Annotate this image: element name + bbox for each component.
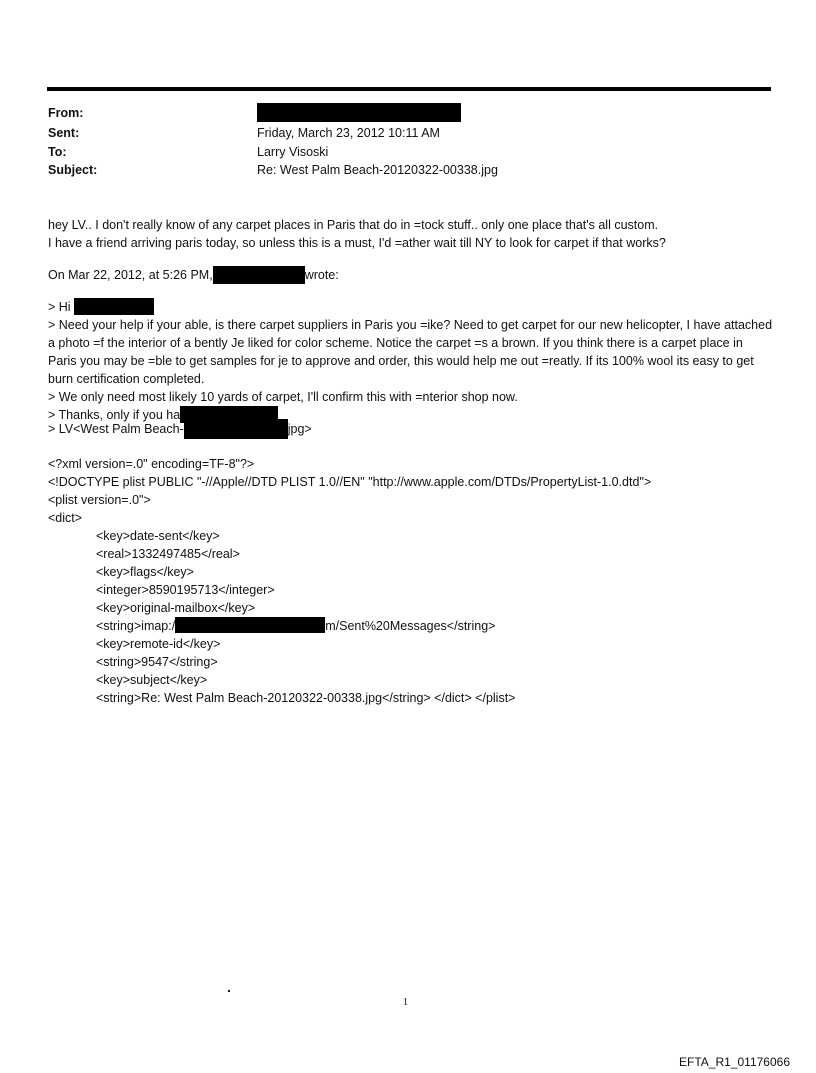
to-value: Larry Visoski — [257, 145, 329, 159]
plist-key-remote: <key>remote-id</key> — [96, 636, 221, 651]
quoted-thanks: > Thanks, only if you ha — [48, 406, 773, 424]
plist-val-flags: <integer>8590195713</integer> — [96, 582, 275, 597]
plist-key-subject: <key>subject</key> — [96, 672, 208, 687]
quoted-hi: > Hi — [48, 298, 773, 316]
reply-intro-date: On Mar 22, 2012, at 5:26 PM, — [48, 268, 213, 282]
redaction — [175, 617, 325, 633]
plist-val-remote: <string>9547</string> — [96, 654, 218, 669]
from-label: From: — [48, 106, 84, 120]
to-label: To: — [48, 145, 67, 159]
redaction — [74, 298, 154, 315]
plist-val-subject: <string>Re: West Palm Beach-20120322-00338.jpg</string> </dict> </plist> — [96, 690, 516, 705]
email-body — [48, 216, 773, 707]
stray-dot: . — [227, 979, 231, 995]
quoted-paragraph: > Need your help if your able, is there carpet suppliers in Paris you =ike? Need to get carpet for our new helicopter, I have attached a photo =f the interior of a bently Je liked for color scheme. Notice the carpet =s a brown. If you think there is a carpet place in Paris you may be =ble to get samples for je to approve and order, this would help me out =reatly. If its 100% wool its easy to get burn certification completed. — [48, 318, 773, 386]
page-number: 1 — [403, 997, 408, 1008]
plist-xml-decl: <?xml version=.0" encoding=TF-8"?> — [48, 456, 255, 471]
plist-block — [48, 455, 773, 707]
body-line-2: I have a friend arriving paris today, so unless this is a must, I'd =ather wait till NY to look for carpet if that works? — [48, 236, 666, 250]
quoted-yards: > We only need most likely 10 yards of carpet, I'll confirm this with =nterior shop now. — [48, 390, 518, 404]
plist-val-mailbox: <string>imap:/ m/Sent%20Messages</string> — [96, 618, 496, 633]
bates-number: EFTA_R1_01176066 — [679, 1055, 790, 1069]
from-value-redacted — [257, 106, 461, 122]
redaction — [184, 419, 288, 439]
subject-value: Re: West Palm Beach-20120322-00338.jpg — [257, 163, 498, 177]
plist-open: <plist version=.0"> — [48, 492, 151, 507]
sent-label: Sent: — [48, 126, 80, 140]
reply-intro-wrote: wrote: — [304, 268, 339, 282]
plist-val-date: <real>1332497485</real> — [96, 546, 240, 561]
body-line-1: hey LV.. I don't really know of any carpet places in Paris that do in =tock stuff.. only one place that's all custom. — [48, 218, 659, 232]
subject-label: Subject: — [48, 163, 98, 177]
quoted-message — [48, 298, 773, 439]
sent-value: Friday, March 23, 2012 10:11 AM — [257, 126, 440, 140]
plist-key-mailbox: <key>original-mailbox</key> — [96, 600, 256, 615]
plist-key-date: <key>date-sent</key> — [96, 528, 220, 543]
plist-doctype: <!DOCTYPE plist PUBLIC "-//Apple//DTD PLIST 1.0//EN" "http://www.apple.com/DTDs/PropertyList-1.0.dtd"> — [48, 474, 652, 489]
reply-intro — [48, 266, 773, 284]
plist-dict-open: <dict> — [48, 510, 83, 525]
quoted-attachment: > LV<West Palm Beach- jpg> — [48, 420, 773, 439]
plist-key-flags: <key>flags</key> — [96, 564, 194, 579]
redaction — [213, 266, 305, 284]
header-rule — [47, 87, 771, 91]
